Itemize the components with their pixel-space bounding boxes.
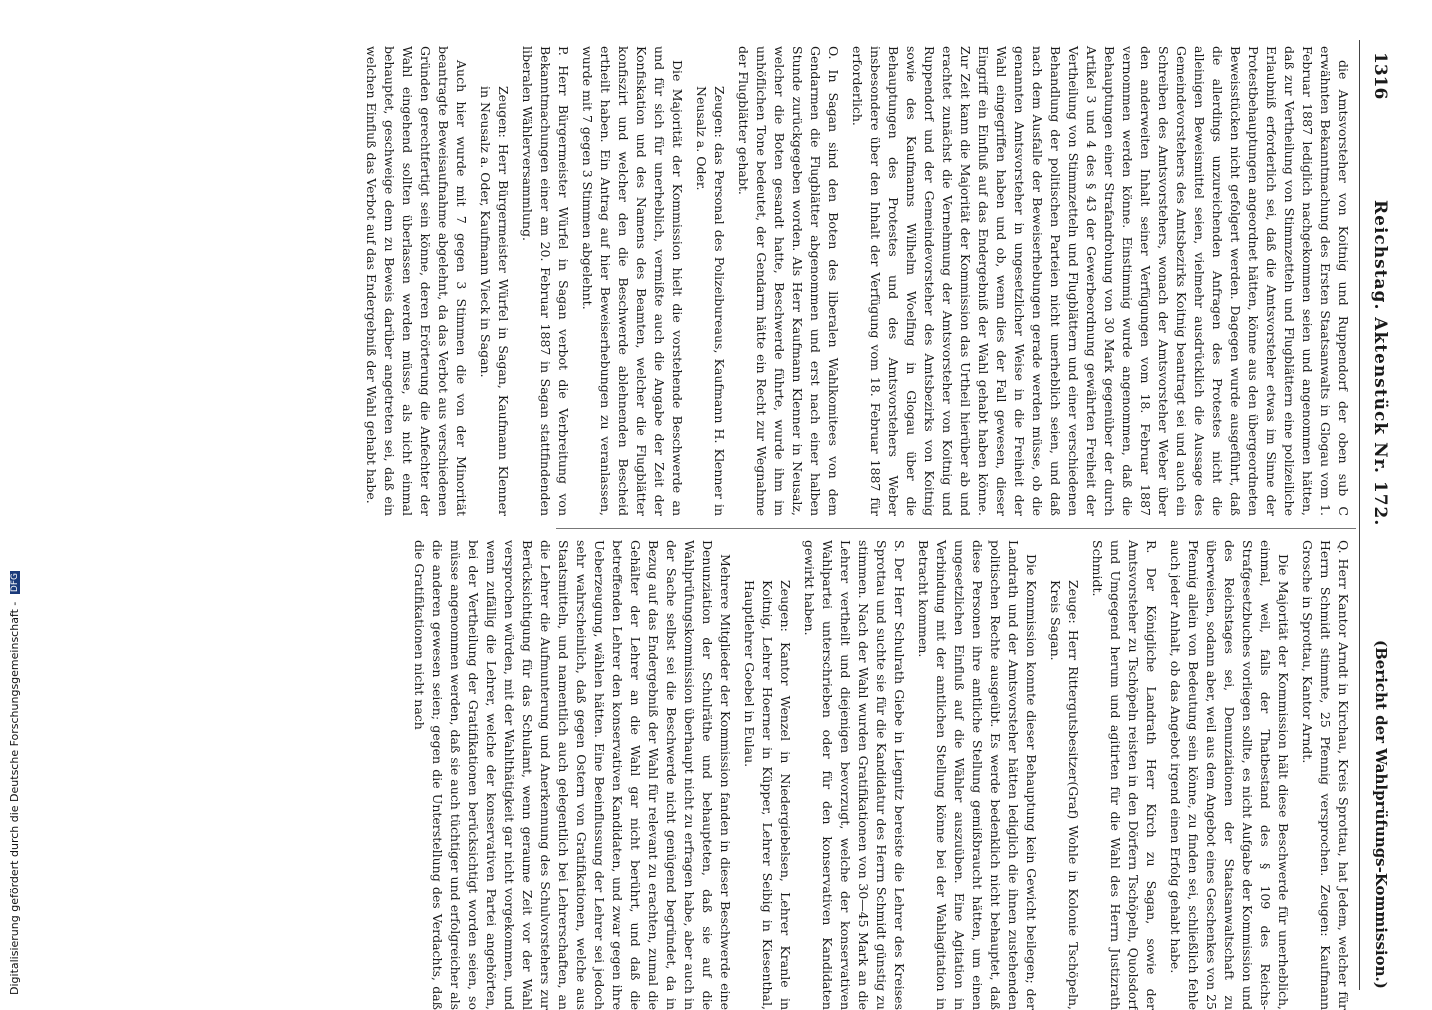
paragraph: O. In Sagan sind den Boten des liberalen Wahlkomitees von dem Gendarmen die Flugblätter abgenommen und erst nach einer halben Stunde zurückgegeben worden. Als Herr Kaufmann Klenner in Neusalz, welcher die Boten gesandt hatte, Beschwerde führte, wurde ihm im unhöflichen Tone bedeutet, der Gendarm hätte ein Recht zur Wegnahme der Flugblätter gehabt. (736, 46, 841, 516)
dfg-logo: DFG (10, 573, 20, 593)
paragraph: Mehrere Mitglieder der Kommission fanden in dieser Beschwerde eine Denunziation der Schulräthe und behaupteten, daß sie auf die Wahlprüfungskommission überhaupt nicht zu erfragen habe, aber auch in der Sache selbst sei die Beschwerde nicht genügend begründet, da in Bezug auf das Endergebniß der Wahl für relevant zu erachten, zumal die Gehälter der Lehrer an die Wahl gar nicht berührt, und daß die betreffenden Lehrer den konservativen Kandidaten, und zwar gegen ihre Ueberzeugung, wählen hätten. Eine Beeinflussung der Lehrer sei jedoch sehr wahrscheinlich, daß gegen Ostern von Gratifikationen, welche aus Staatsmitteln, und namentlich auch gelegentlich bei Lehrerschaften, an die Lehrer die Aufmunterung und Anerkennung des Schulvorstehers zur Berücksichtigung für das Schulamt, wenn geraume Zeit vor der Wahl versprochen würden, mit der Wahlthätigkeit gar nicht vorgekommen, und wenn zufällig die Lehrer, welche der konservativen Partei angehörten, bei der Vertheilung der Gratifikationen berücksichtigt worden seien, so müsse angenommen werden, daß sie auch tüchtiger und erfolgreicher als die anderen gewesen seien; gegen die Unterstellung des Verdachts, daß die Gratifikationen nicht nach (412, 540, 733, 1010)
paragraph: P. Herr Bürgermeister Würfel in Sagan verbot die Verbreitung von Bekanntmachungen einer am 20. Februar 1887 in Sagan stattfindenden liberalen Wählerversammlung. (520, 46, 571, 516)
paragraph: Q. Herr Kantor Arndt in Kirchau, Kreis Sprottau, hat Jedem, welcher für Herrn Schmidt stimmte, 25 Pfennig versprochen. Zeugen: Kaufmann Grosche in Sprottau, Kantor Arndt. (1300, 540, 1351, 1010)
footer-text: Digitalisierung gefördert durch die Deutsche Forschungsgemeinschaft - (8, 601, 21, 995)
paragraph: R. Der Königliche Landrath Herr Kirch zu Sagan, sowie der Amtsvorsteher zu Tschöpeln reisten in den Dörfern Tschöpeln, Quolsdorf und Umgegend herum und agitirten für die Wahl des Herrn Justizrath Schmidt. (1090, 540, 1159, 1010)
page-number: 1316 (1370, 52, 1390, 100)
column-divider (556, 528, 1356, 529)
page-header (1360, 40, 1396, 990)
witness-line: Zeuge: Herr Rittergutsbesitzer(Graf) Wohle in Kolonie Tschöpeln, Kreis Sagan. (1048, 580, 1081, 1010)
left-column (356, 46, 1352, 516)
paragraph: S. Der Herr Schulrath Giebe in Liegnitz bereiste die Lehrer des Kreises Sprottau und suchte sie für die Kandidatur des Herrn Schmidt günstig zu stimmen. Nach der Wahl wurden Gratifikationen von 30—45 Mark an die Lehrer vertheilt und diejenigen bevorzugt, welche der konservativen Wahlpartei unterschrieben oder für den konservativen Kandidaten gewirkt haben. (802, 540, 907, 1010)
paragraph: Die Majorität der Kommission hält diese Beschwerde für unerheblich, einmal, weil, falls der Thatbestand des § 109 des Reichs-Strafgesetzbuches vorliegen sollte, es nicht Aufgabe der Kommission und des Reichstages sei, Denunziationen der Staatsanwaltschaft zu überweisen, sodann aber, weil aus dem Angebot eines Geschenkes von 25 Pfennig allein von Bedeutung sein könne, zu finden sei, schließlich fehle auch jeder Anhalt, ob das Angebot irgend einen Erfolg gehabt habe. (1168, 540, 1291, 1010)
digitization-footer (8, 0, 22, 995)
right-column (404, 540, 1352, 1010)
paragraph: Auch hier wurde mit 7 gegen 3 Stimmen die von der Minorität beantragte Beweisaufnahme abgelehnt, da das Verbot aus verschiedenen Gründen gerechtfertigt sein könne, deren Erörterung die Anfechter der Wahl eingehend sollten überlassen werden müsse, als nicht einmal behauptet, geschweige denn zu Beweis darüber angetreten sei, daß ein welchen Einfluß das Verbot auf das Endergebniß der Wahl gehabt habe. (364, 46, 469, 516)
paragraph: die Amtsvorsteher von Koitnig und Ruppendorf der oben sub C erwähnten Bekanntmachung des Ersten Staatsanwalts in Glogau vom 1. Februar 1887 lediglich nachgekommen seien und angenommen hätten, daß zur Vertheilung von Stimmzetteln und Flugblättern eine polizeiliche Erlaubniß erforderlich sei, daß die Amtsvorsteher etwas im Sinne der Protestbehauptungen angeordnet hätten, könne aus den übergeordneten Beweisstücken nicht gefolgert werden. Dagegen wurde ausgeführt, daß die allerdings unzureichenden Anfragen des Protestes nicht die alleinigen Beweismittel seien, vielmehr ausdrücklich die Aussage des Gemeindevorstehers des Amtsbezirks Koitnig beantragt sei und auch ein Schreiben des Amtsvorstehers, wonach der Amtsvorsteher Weber über den anderweiten Inhalt seiner Verfügungen vom 18. Februar 1887 vernommen werden könne. Einstimmig wurde angenommen, daß die Behauptungen einer Strafandrohung von 30 Mark gegenüber der durch Artikel 3 und 4 des § 43 der Gewerbeordnung gewährten Freiheit der Vertheilung von Stimmzetteln und Flugblättern und einer verschiedenen Behandlung der politischen Parteien nicht unerheblich seien, und daß nach dem Ausfalle der Beweiserhebungen gerade werden müsse, ob die genannten Amtsvorsteher in ungesetzlicher Weise in die Freiheit der Wahl eingegriffen haben und ob, wenn dies der Fall gewesen, dieser Eingriff ein Einfluß auf das Endergebniß der Wahl gehabt haben könne. Zur Zeit kann die Majorität der Kommission das Urtheil hierüber ab und erachtet zunächst die Vernehmung der Amtsvorsteher von Koitnig und Ruppendorf und der Gemeindevorsteher des Amtsbezirks von Koitnig sowie des Kaufmanns Wilhelm Woelfing in Glogau über die Behauptungen des Protestes und des Amtsvorstehers Weber insbesondere über den Inhalt der Verfügung vom 18. Februar 1887 für erforderlich. (850, 46, 1351, 516)
paragraph: Die Majorität der Kommission hielt die vorstehende Beschwerde an und für sich für unerheblich, vermißte auch die Angabe der Zeit der Konfiskation und des Namens des Beamten, welcher die Flugblätter konfiszirt und welcher den die Beschwerde ablehnenden Bescheid ertheilt haben. Ein Antrag auf hier Beweiserhebungen zu veranlassen, wurde mit 7 gegen 3 Stimmen abgelehnt. (580, 46, 685, 516)
witness-line: Zeugen: Kantor Wenzel in Niedergiebelsen, Lehrer Kranle in Koitnig, Lehrer Hoerner in Küpper, Lehrer Seibig in Kiesenthal, Hauptlehrer Goebel in Eulau. (742, 580, 793, 1010)
header-rule (1359, 40, 1360, 990)
rotated-page (96, 40, 1396, 1010)
page-title: Reichstag. Aktenstück Nr. 172. (1370, 200, 1390, 527)
witness-line: Zeugen: Herr Bürgermeister Würfel in Sagan, Kaufmann Klenner in Neusalz a. Oder, Kaufmann Vieck in Sagan. (478, 86, 511, 516)
paragraph: Die Kommission konnte dieser Behauptung kein Gewicht beilegen; der Landrath und der Amtsvorsteher hätten lediglich die ihnen zustehenden politischen Rechte ausgeübt. Es werde bedenklich nicht behauptet, daß diese Personen ihre amtliche Stellung gemißbraucht hätten, um einen ungesetzlichen Einfluß auf die Wähler auszuüben. Eine Agitation in Verbindung mit der amtlichen Stellung könne bei der Wahlagitation in Betracht kommen. (916, 540, 1039, 1010)
page-subtitle: (Bericht der Wahlprüfungs-Kommission.) (1372, 640, 1390, 989)
witness-line: Zeugen: das Personal des Polizeibureaus, Kaufmann H. Klenner in Neusalz a. Oder. (694, 86, 727, 516)
